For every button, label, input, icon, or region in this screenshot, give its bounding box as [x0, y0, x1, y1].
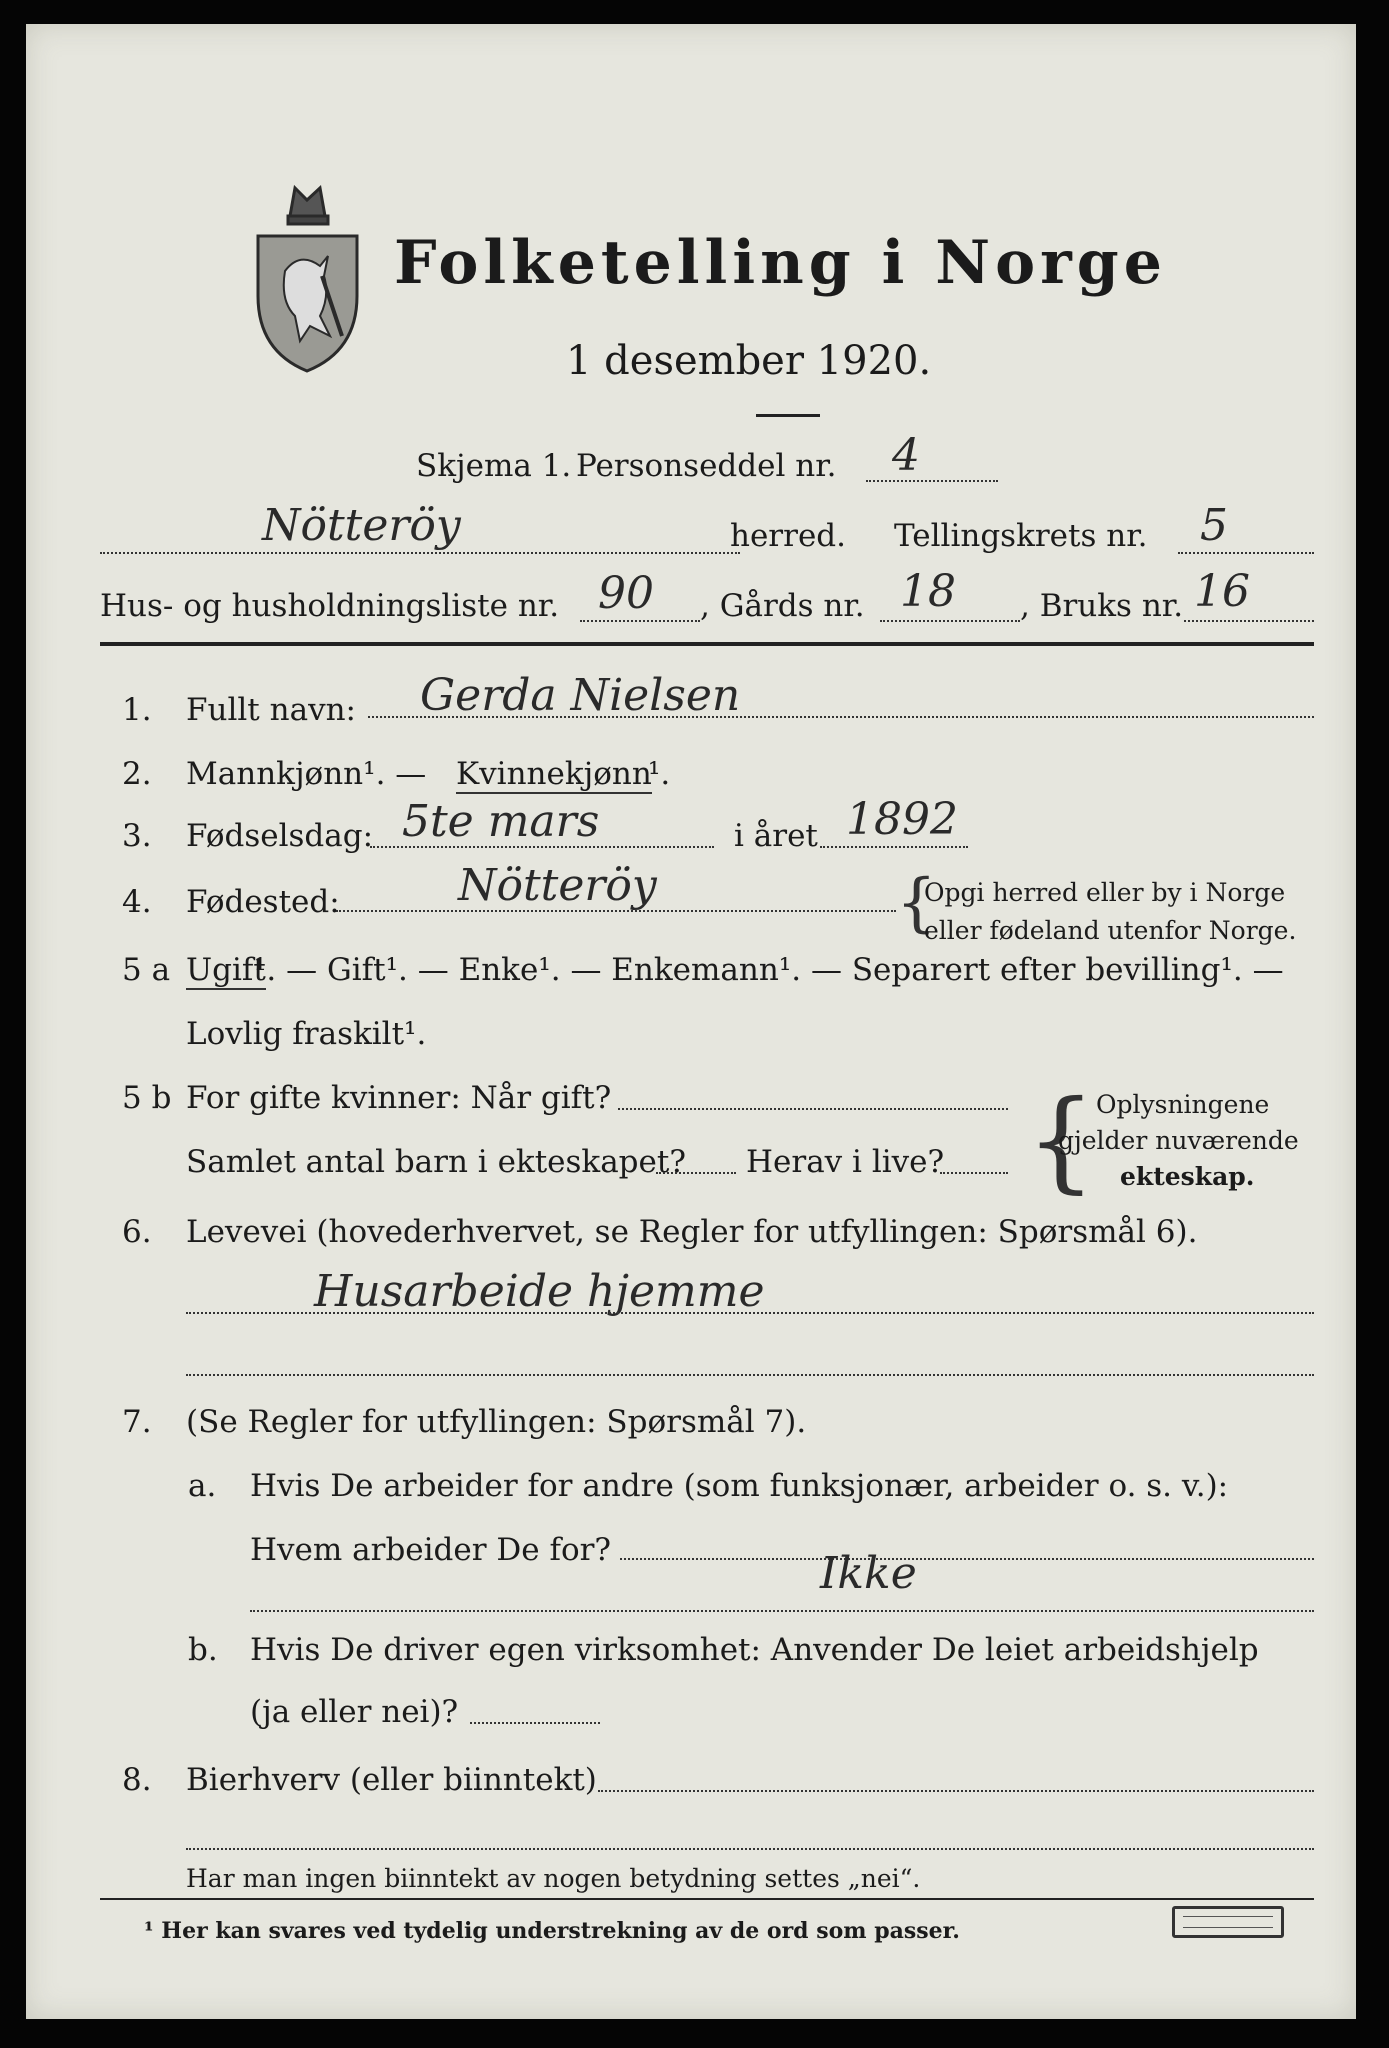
q3-year-label: i året — [734, 818, 818, 854]
bruks-line — [1184, 620, 1314, 622]
q7b-letter: b. — [188, 1632, 218, 1668]
printer-stamp-icon — [1172, 1906, 1284, 1938]
q5b-children-label: Samlet antal barn i ekteskapet? — [186, 1144, 686, 1180]
q4-note-line1: Opgi herred eller by i Norge — [924, 878, 1286, 907]
husliste-label: Hus- og husholdningsliste nr. — [100, 588, 560, 624]
census-date: 1 desember 1920. — [566, 338, 932, 384]
personseddel-line — [866, 480, 998, 482]
q5b-number: 5 b — [122, 1080, 172, 1116]
gards-value[interactable]: 18 — [900, 566, 956, 617]
herred-value[interactable]: Nötteröy — [262, 500, 461, 551]
q8-number: 8. — [122, 1762, 152, 1798]
q4-birthplace-value[interactable]: Nötteröy — [458, 860, 657, 911]
husliste-value[interactable]: 90 — [598, 568, 654, 619]
q3-label: Fødselsdag: — [186, 818, 374, 854]
q7a-label-line1: Hvis De arbeider for andre (som funksjonær, arbeider o. s. v.): — [250, 1468, 1229, 1504]
q3-year-line — [820, 846, 968, 848]
schema-label: Skjema 1. — [416, 448, 572, 484]
q7a-label-line2: Hvem arbeider De for? — [250, 1532, 612, 1568]
q3-year-value[interactable]: 1892 — [846, 794, 958, 845]
q7a-letter: a. — [188, 1468, 217, 1504]
q3-number: 3. — [122, 818, 152, 854]
q5b-children-line — [656, 1172, 736, 1174]
q5a-other-options: ¹. — Gift¹. — Enke¹. — Enkemann¹. — Separert efter bevilling¹. — — [254, 952, 1284, 988]
title-divider — [756, 414, 820, 417]
q5b-note-line1: Oplysningene — [1096, 1090, 1270, 1119]
q1-full-name-value[interactable]: Gerda Nielsen — [420, 670, 741, 721]
q8-line1 — [598, 1790, 1314, 1792]
q7a-employer-value[interactable]: Ikke — [820, 1548, 917, 1599]
q1-label: Fullt navn: — [186, 692, 356, 728]
q8-line2 — [186, 1848, 1314, 1850]
q7b-label-line1: Hvis De driver egen virksomhet: Anvender De leiet arbeidshjelp — [250, 1632, 1259, 1668]
q5a-number: 5 a — [122, 952, 171, 988]
husliste-line — [580, 620, 700, 622]
q2-number: 2. — [122, 756, 152, 792]
q5b-when-married-label: For gifte kvinner: Når gift? — [186, 1080, 612, 1116]
gards-line — [880, 620, 1020, 622]
q6-label: Levevei (hovederhvervet, se Regler for utfyllingen: Spørsmål 6). — [186, 1214, 1198, 1250]
q4-number: 4. — [122, 884, 152, 920]
q4-note-line2: eller fødeland utenfor Norge. — [924, 916, 1297, 945]
q6-occupation-value[interactable]: Husarbeide hjemme — [314, 1266, 765, 1317]
q2-suffix: ¹. — [648, 756, 671, 792]
q3-birthday-value[interactable]: 5te mars — [402, 796, 600, 847]
q6-number: 6. — [122, 1214, 152, 1250]
q2-kvinne-option[interactable]: Kvinnekjønn — [456, 756, 652, 792]
header-divider — [100, 642, 1314, 646]
tellingskrets-label: Tellingskrets nr. — [894, 518, 1148, 554]
q8-note: Har man ingen biinntekt av nogen betydning settes „nei“. — [186, 1864, 921, 1893]
personseddel-label: Personseddel nr. — [576, 448, 837, 484]
footnote-divider — [100, 1898, 1314, 1900]
q7b-label-line2: (ja eller nei)? — [250, 1694, 459, 1730]
gards-label: , Gårds nr. — [700, 588, 865, 624]
q7b-line — [470, 1722, 600, 1724]
q4-brace: { — [896, 866, 937, 940]
q1-number: 1. — [122, 692, 152, 728]
tellingskrets-line — [1178, 552, 1314, 554]
q5a-lovlig-fraskilt: Lovlig fraskilt¹. — [186, 1016, 427, 1052]
herred-line — [100, 552, 740, 554]
q2-mann-option: Mannkjønn¹. — — [186, 756, 427, 792]
q5b-alive-line — [940, 1172, 1008, 1174]
bruks-label: , Bruks nr. — [1020, 588, 1184, 624]
q7a-line2 — [250, 1610, 1314, 1612]
herred-label: herred. — [730, 518, 846, 554]
q5a-ugift-option[interactable]: Ugift — [186, 952, 266, 988]
personseddel-value[interactable]: 4 — [892, 430, 920, 481]
q5b-note-line2: gjelder nuværende — [1058, 1126, 1299, 1155]
q6-line2 — [186, 1374, 1314, 1376]
form-title: Folketelling i Norge — [394, 228, 1167, 298]
q5b-alive-label: Herav i live? — [746, 1144, 945, 1180]
q7-label: (Se Regler for utfyllingen: Spørsmål 7). — [186, 1404, 807, 1440]
q7-number: 7. — [122, 1404, 152, 1440]
q6-line1 — [186, 1312, 1314, 1314]
q4-label: Fødested: — [186, 884, 340, 920]
q5b-brace: { — [1026, 1076, 1096, 1204]
footnote: ¹ Her kan svares ved tydelig understrekning av de ord som passer. — [144, 1918, 960, 1944]
tellingskrets-value[interactable]: 5 — [1200, 500, 1228, 551]
bruks-value[interactable]: 16 — [1194, 566, 1250, 617]
q5b-when-married-line — [618, 1108, 1008, 1110]
q8-label: Bierhverv (eller biinntekt) — [186, 1762, 597, 1798]
coat-of-arms-icon — [250, 176, 365, 376]
q7a-line1 — [620, 1558, 1314, 1560]
q5b-note-line3: ekteskap. — [1120, 1162, 1255, 1191]
